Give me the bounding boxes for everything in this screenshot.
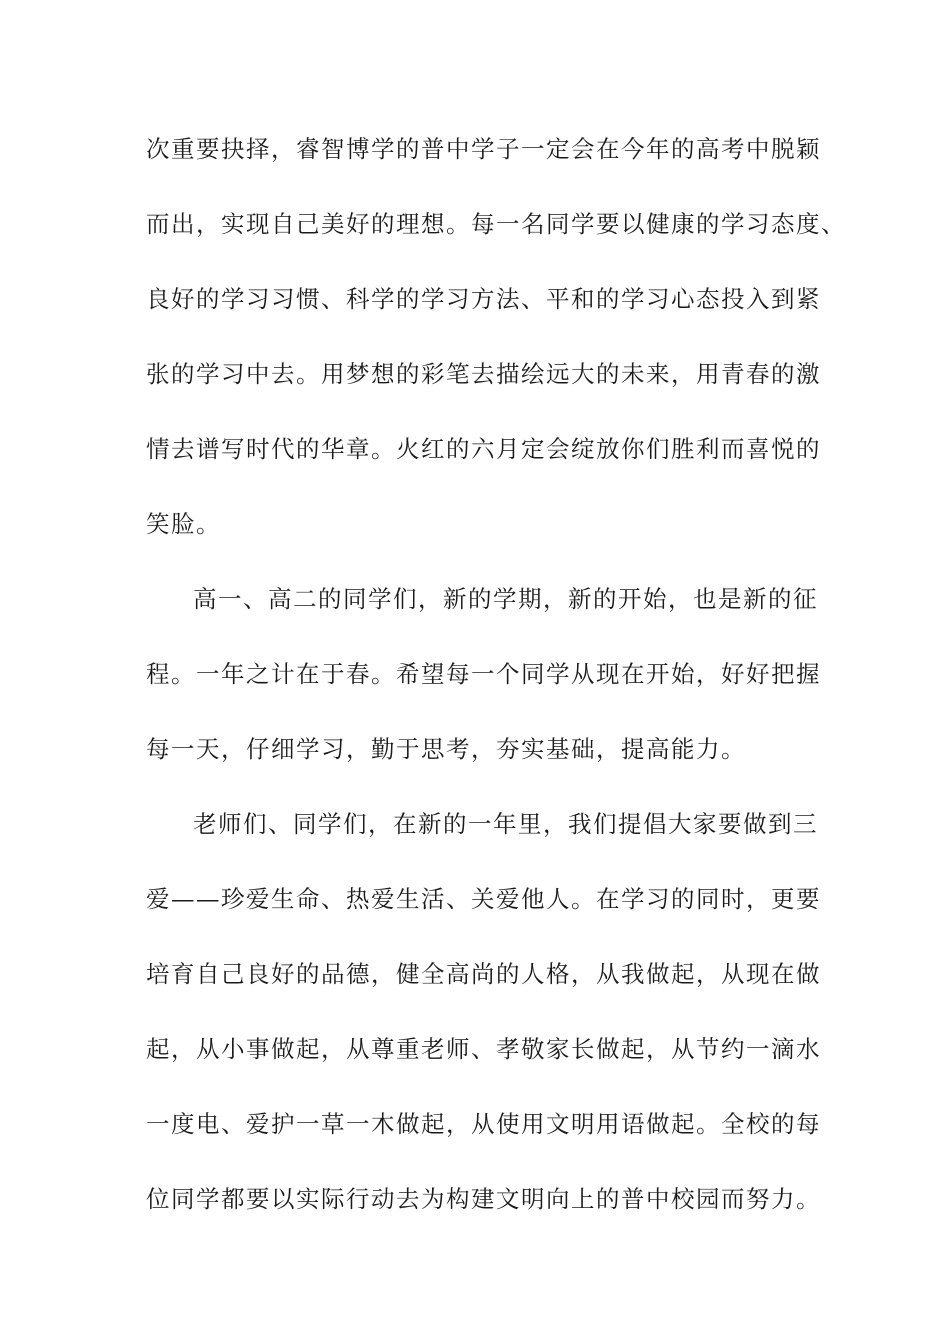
text-line: 程。一年之计在于春。希望每一个同学从现在开始，好好把握 [146, 660, 821, 688]
text-line: 培育自己良好的品德，健全高尚的人格，从我做起，从现在做 [146, 960, 821, 988]
paragraph-start-line: 高一、高二的同学们，新的学期，新的开始，也是新的征 [193, 585, 818, 613]
body-text [146, 124, 846, 1249]
text-line: 位同学都要以实际行动去为构建文明向上的普中校园而努力。 [146, 1185, 821, 1213]
text-line: 起，从小事做起，从尊重老师、孝敬家长做起，从节约一滴水 [146, 1035, 821, 1063]
text-line: 笑脸。 [146, 510, 221, 538]
text-line: 次重要抉择，睿智博学的普中学子一定会在今年的高考中脱颖 [146, 135, 821, 163]
text-line: 每一天，仔细学习，勤于思考，夯实基础，提高能力。 [146, 735, 746, 763]
text-line: 爱——珍爱生命、热爱生活、关爱他人。在学习的同时，更要 [146, 885, 821, 913]
text-line: 良好的学习习惯、科学的学习方法、平和的学习心态投入到紧 [146, 285, 821, 313]
text-line: 张的学习中去。用梦想的彩笔去描绘远大的未来，用青春的激 [146, 360, 821, 388]
text-line: 一度电、爱护一草一木做起，从使用文明用语做起。全校的每 [146, 1110, 821, 1138]
text-line: 情去谱写时代的华章。火红的六月定会绽放你们胜利而喜悦的 [146, 435, 821, 463]
text-line: 而出，实现自己美好的理想。每一名同学要以健康的学习态度、 [146, 210, 846, 238]
paragraph-start-line: 老师们、同学们，在新的一年里，我们提倡大家要做到三 [193, 810, 818, 838]
